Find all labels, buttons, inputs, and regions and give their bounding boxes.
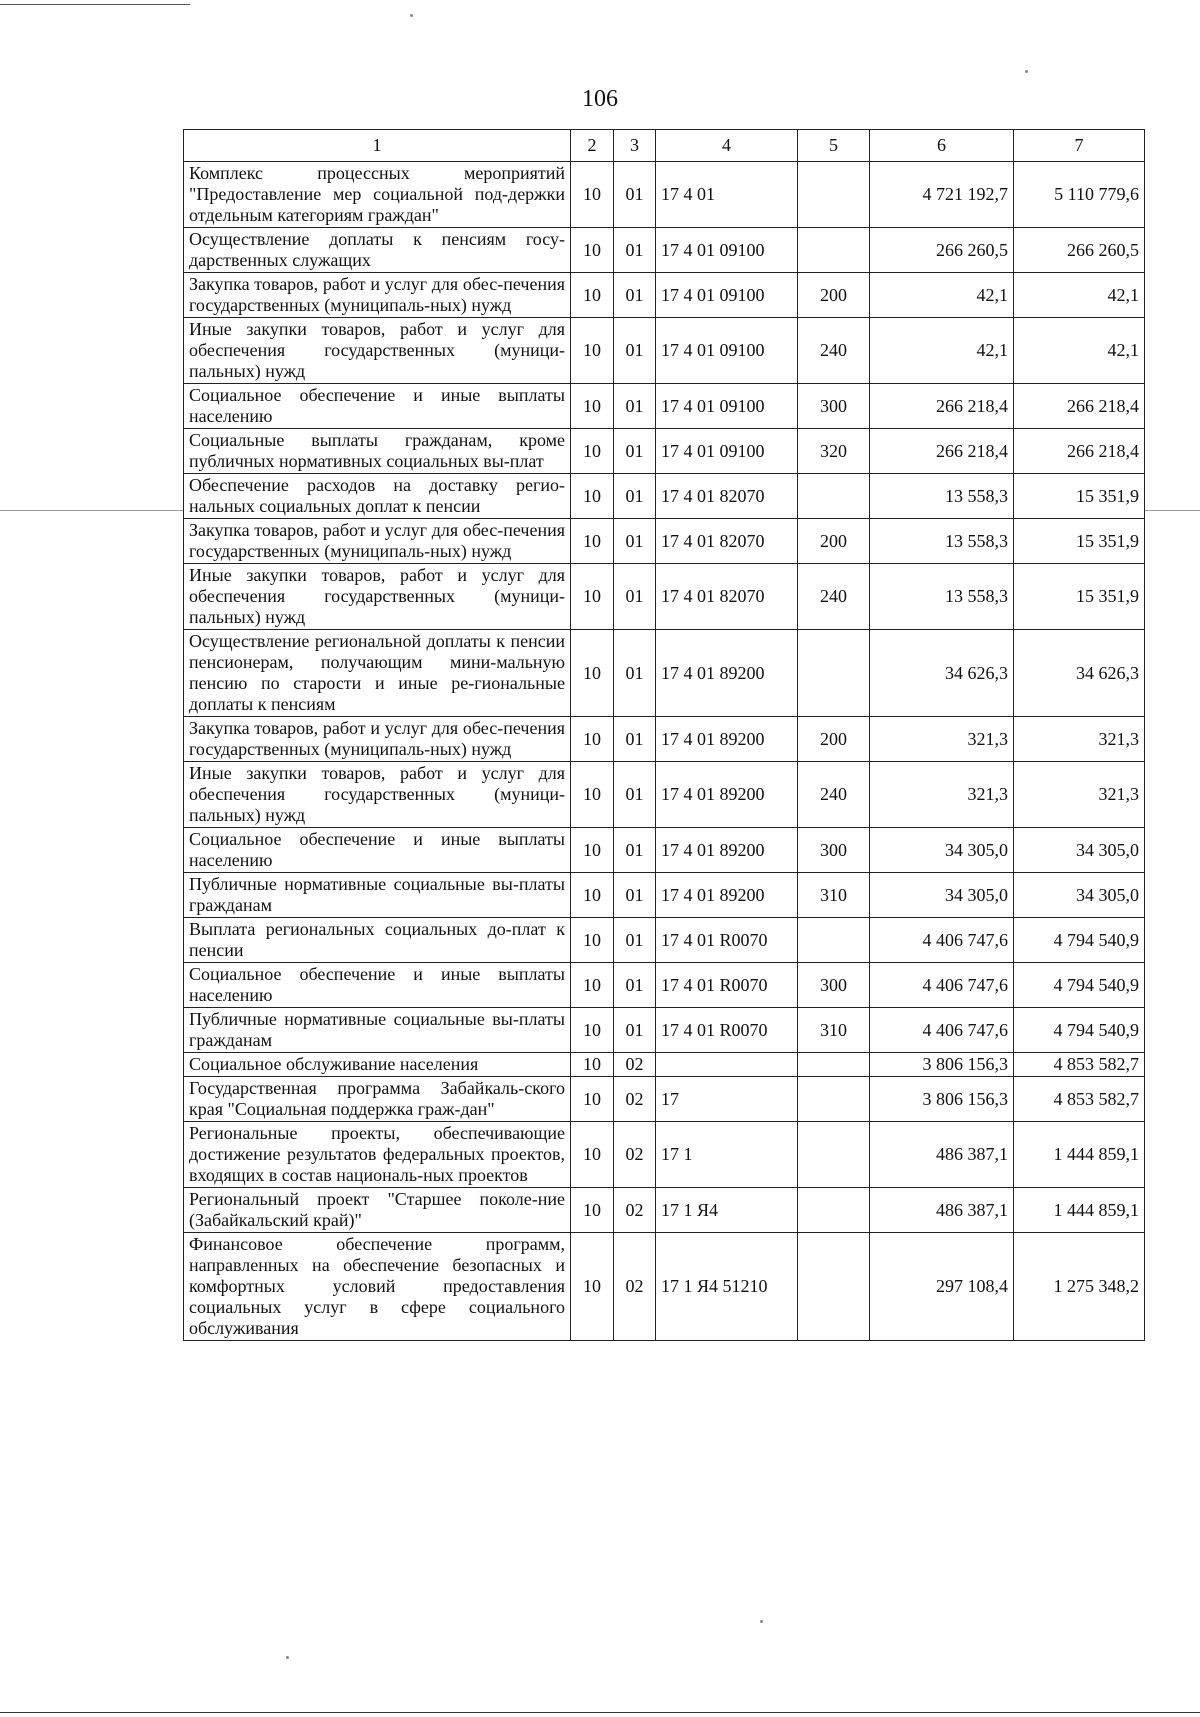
table-row	[184, 963, 1145, 1008]
row-name-cell: Публичные нормативные социальные вы-платы гражданам	[184, 1008, 571, 1053]
section-code-cell: 10	[571, 963, 614, 1008]
section-code-cell: 10	[571, 519, 614, 564]
amount-year-2-cell: 4 853 582,7	[1014, 1053, 1145, 1077]
target-article-cell: 17 4 01 09100	[656, 384, 798, 429]
subsection-code-cell: 01	[614, 630, 656, 717]
section-code-cell: 10	[571, 1077, 614, 1122]
table-row	[184, 564, 1145, 630]
amount-year-2-cell: 15 351,9	[1014, 474, 1145, 519]
row-name-cell: Социальные выплаты гражданам, кроме публичных нормативных социальных вы-плат	[184, 429, 571, 474]
table-row	[184, 474, 1145, 519]
target-article-cell: 17 4 01 09100	[656, 318, 798, 384]
target-article-cell: 17 4 01 89200	[656, 717, 798, 762]
table-row	[184, 828, 1145, 873]
scan-edge-line-bottom	[0, 1712, 1200, 1713]
target-article-cell: 17 4 01 09100	[656, 429, 798, 474]
expense-type-cell	[798, 1122, 870, 1188]
column-header: 5	[798, 130, 870, 162]
scan-speck	[286, 1656, 289, 1659]
scan-edge-line-top	[0, 4, 190, 5]
amount-year-1-cell: 34 305,0	[870, 873, 1014, 918]
table-row	[184, 519, 1145, 564]
subsection-code-cell: 02	[614, 1188, 656, 1233]
column-header: 1	[184, 130, 571, 162]
page-number: 106	[582, 86, 618, 112]
section-code-cell: 10	[571, 228, 614, 273]
amount-year-1-cell: 13 558,3	[870, 474, 1014, 519]
subsection-code-cell: 01	[614, 1008, 656, 1053]
table-row	[184, 162, 1145, 228]
table-row	[184, 1008, 1145, 1053]
section-code-cell: 10	[571, 384, 614, 429]
table-row	[184, 873, 1145, 918]
amount-year-2-cell: 4 794 540,9	[1014, 963, 1145, 1008]
target-article-cell: 17 1 Я4	[656, 1188, 798, 1233]
expense-type-cell: 320	[798, 429, 870, 474]
table-row	[184, 318, 1145, 384]
table-row	[184, 429, 1145, 474]
table-row	[184, 1122, 1145, 1188]
target-article-cell: 17 4 01 89200	[656, 630, 798, 717]
row-name-cell: Финансовое обеспечение программ, направленных на обеспечение безопасных и комфортных условий предоставления социальных услуг в сфере социального обслуживания	[184, 1233, 571, 1341]
subsection-code-cell: 01	[614, 273, 656, 318]
table-row	[184, 918, 1145, 963]
expense-type-cell	[798, 474, 870, 519]
amount-year-2-cell: 4 853 582,7	[1014, 1077, 1145, 1122]
target-article-cell: 17 4 01 89200	[656, 762, 798, 828]
row-name-cell: Обеспечение расходов на доставку регио-нальных социальных доплат к пенсии	[184, 474, 571, 519]
amount-year-1-cell: 13 558,3	[870, 564, 1014, 630]
expense-type-cell	[798, 630, 870, 717]
amount-year-2-cell: 42,1	[1014, 273, 1145, 318]
subsection-code-cell: 01	[614, 384, 656, 429]
table-row	[184, 273, 1145, 318]
expense-type-cell: 200	[798, 717, 870, 762]
row-name-cell: Социальное обеспечение и иные выплаты населению	[184, 384, 571, 429]
section-code-cell: 10	[571, 273, 614, 318]
row-name-cell: Иные закупки товаров, работ и услуг для обеспечения государственных (муници-пальных) нужд	[184, 564, 571, 630]
section-code-cell: 10	[571, 873, 614, 918]
expense-type-cell: 300	[798, 384, 870, 429]
amount-year-2-cell: 34 626,3	[1014, 630, 1145, 717]
amount-year-2-cell: 266 218,4	[1014, 429, 1145, 474]
subsection-code-cell: 01	[614, 162, 656, 228]
subsection-code-cell: 02	[614, 1122, 656, 1188]
table-row	[184, 762, 1145, 828]
expense-type-cell: 300	[798, 963, 870, 1008]
target-article-cell: 17 4 01 82070	[656, 519, 798, 564]
scan-artifact-line	[0, 510, 183, 511]
amount-year-1-cell: 4 406 747,6	[870, 918, 1014, 963]
subsection-code-cell: 01	[614, 429, 656, 474]
amount-year-1-cell: 4 721 192,7	[870, 162, 1014, 228]
target-article-cell: 17 4 01 89200	[656, 873, 798, 918]
section-code-cell: 10	[571, 1122, 614, 1188]
column-header: 4	[656, 130, 798, 162]
amount-year-2-cell: 321,3	[1014, 717, 1145, 762]
subsection-code-cell: 01	[614, 564, 656, 630]
target-article-cell: 17 4 01 82070	[656, 474, 798, 519]
amount-year-2-cell: 1 444 859,1	[1014, 1188, 1145, 1233]
scan-speck	[410, 14, 413, 17]
target-article-cell: 17 4 01 09100	[656, 228, 798, 273]
section-code-cell: 10	[571, 828, 614, 873]
table-row	[184, 1053, 1145, 1077]
section-code-cell: 10	[571, 429, 614, 474]
section-code-cell: 10	[571, 474, 614, 519]
amount-year-2-cell: 42,1	[1014, 318, 1145, 384]
row-name-cell: Социальное обслуживание населения	[184, 1053, 571, 1077]
scan-speck	[760, 1620, 763, 1623]
row-name-cell: Социальное обеспечение и иные выплаты населению	[184, 828, 571, 873]
amount-year-2-cell: 15 351,9	[1014, 564, 1145, 630]
amount-year-1-cell: 486 387,1	[870, 1188, 1014, 1233]
amount-year-1-cell: 321,3	[870, 717, 1014, 762]
target-article-cell: 17 4 01 R0070	[656, 918, 798, 963]
column-header: 7	[1014, 130, 1145, 162]
subsection-code-cell: 01	[614, 717, 656, 762]
amount-year-2-cell: 266 218,4	[1014, 384, 1145, 429]
target-article-cell: 17 4 01 89200	[656, 828, 798, 873]
subsection-code-cell: 02	[614, 1053, 656, 1077]
table-header-row	[184, 130, 1145, 162]
amount-year-2-cell: 1 275 348,2	[1014, 1233, 1145, 1341]
amount-year-1-cell: 266 218,4	[870, 429, 1014, 474]
scan-artifact-line	[1144, 510, 1200, 511]
section-code-cell: 10	[571, 717, 614, 762]
row-name-cell: Социальное обеспечение и иные выплаты населению	[184, 963, 571, 1008]
expense-type-cell: 300	[798, 828, 870, 873]
amount-year-1-cell: 42,1	[870, 273, 1014, 318]
target-article-cell: 17 1	[656, 1122, 798, 1188]
expense-type-cell: 310	[798, 1008, 870, 1053]
expense-type-cell: 200	[798, 519, 870, 564]
section-code-cell: 10	[571, 762, 614, 828]
expense-type-cell	[798, 1077, 870, 1122]
amount-year-1-cell: 297 108,4	[870, 1233, 1014, 1341]
expense-type-cell	[798, 1188, 870, 1233]
target-article-cell: 17 4 01 09100	[656, 273, 798, 318]
expense-type-cell	[798, 1053, 870, 1077]
target-article-cell: 17 4 01 R0070	[656, 963, 798, 1008]
table-row	[184, 384, 1145, 429]
target-article-cell: 17 4 01 R0070	[656, 1008, 798, 1053]
table-row	[184, 1077, 1145, 1122]
expense-type-cell: 240	[798, 564, 870, 630]
column-header: 2	[571, 130, 614, 162]
amount-year-2-cell: 34 305,0	[1014, 828, 1145, 873]
amount-year-1-cell: 321,3	[870, 762, 1014, 828]
subsection-code-cell: 01	[614, 828, 656, 873]
target-article-cell: 17 4 01 82070	[656, 564, 798, 630]
amount-year-1-cell: 34 626,3	[870, 630, 1014, 717]
section-code-cell: 10	[571, 1233, 614, 1341]
row-name-cell: Закупка товаров, работ и услуг для обес-печения государственных (муниципаль-ных) нужд	[184, 273, 571, 318]
table-row	[184, 717, 1145, 762]
amount-year-1-cell: 4 406 747,6	[870, 1008, 1014, 1053]
table-row	[184, 1188, 1145, 1233]
target-article-cell	[656, 1053, 798, 1077]
amount-year-1-cell: 266 218,4	[870, 384, 1014, 429]
expense-type-cell: 310	[798, 873, 870, 918]
subsection-code-cell: 01	[614, 918, 656, 963]
budget-table	[183, 129, 1145, 1341]
row-name-cell: Публичные нормативные социальные вы-платы гражданам	[184, 873, 571, 918]
amount-year-1-cell: 486 387,1	[870, 1122, 1014, 1188]
expense-type-cell	[798, 162, 870, 228]
section-code-cell: 10	[571, 1053, 614, 1077]
amount-year-2-cell: 15 351,9	[1014, 519, 1145, 564]
expense-type-cell: 240	[798, 762, 870, 828]
table-row	[184, 630, 1145, 717]
target-article-cell: 17 4 01	[656, 162, 798, 228]
amount-year-1-cell: 42,1	[870, 318, 1014, 384]
amount-year-1-cell: 266 260,5	[870, 228, 1014, 273]
table-body	[184, 162, 1145, 1341]
row-name-cell: Государственная программа Забайкаль-ского края "Социальная поддержка граж-дан"	[184, 1077, 571, 1122]
subsection-code-cell: 01	[614, 519, 656, 564]
amount-year-2-cell: 321,3	[1014, 762, 1145, 828]
column-header: 6	[870, 130, 1014, 162]
section-code-cell: 10	[571, 1008, 614, 1053]
row-name-cell: Иные закупки товаров, работ и услуг для обеспечения государственных (муници-пальных) нужд	[184, 762, 571, 828]
amount-year-2-cell: 5 110 779,6	[1014, 162, 1145, 228]
row-name-cell: Иные закупки товаров, работ и услуг для обеспечения государственных (муници-пальных) нужд	[184, 318, 571, 384]
amount-year-1-cell: 3 806 156,3	[870, 1077, 1014, 1122]
subsection-code-cell: 02	[614, 1077, 656, 1122]
amount-year-2-cell: 1 444 859,1	[1014, 1122, 1145, 1188]
amount-year-2-cell: 266 260,5	[1014, 228, 1145, 273]
expense-type-cell	[798, 228, 870, 273]
subsection-code-cell: 01	[614, 318, 656, 384]
expense-type-cell	[798, 1233, 870, 1341]
subsection-code-cell: 02	[614, 1233, 656, 1341]
section-code-cell: 10	[571, 630, 614, 717]
row-name-cell: Выплата региональных социальных до-плат к пенсии	[184, 918, 571, 963]
section-code-cell: 10	[571, 918, 614, 963]
subsection-code-cell: 01	[614, 228, 656, 273]
subsection-code-cell: 01	[614, 474, 656, 519]
amount-year-2-cell: 4 794 540,9	[1014, 1008, 1145, 1053]
amount-year-1-cell: 34 305,0	[870, 828, 1014, 873]
row-name-cell: Осуществление доплаты к пенсиям госу-дарственных служащих	[184, 228, 571, 273]
amount-year-1-cell: 4 406 747,6	[870, 963, 1014, 1008]
subsection-code-cell: 01	[614, 762, 656, 828]
section-code-cell: 10	[571, 162, 614, 228]
amount-year-1-cell: 13 558,3	[870, 519, 1014, 564]
section-code-cell: 10	[571, 1188, 614, 1233]
row-name-cell: Региональный проект "Старшее поколе-ние (Забайкальский край)"	[184, 1188, 571, 1233]
table-row	[184, 228, 1145, 273]
section-code-cell: 10	[571, 564, 614, 630]
row-name-cell: Региональные проекты, обеспечивающие достижение результатов федеральных проектов, входящих в состав националь-ных проектов	[184, 1122, 571, 1188]
row-name-cell: Осуществление региональной доплаты к пенсии пенсионерам, получающим мини-мальную пенсию по старости и иные ре-гиональные доплаты к пенсиям	[184, 630, 571, 717]
row-name-cell: Закупка товаров, работ и услуг для обес-печения государственных (муниципаль-ных) нужд	[184, 519, 571, 564]
section-code-cell: 10	[571, 318, 614, 384]
expense-type-cell	[798, 918, 870, 963]
amount-year-2-cell: 34 305,0	[1014, 873, 1145, 918]
subsection-code-cell: 01	[614, 873, 656, 918]
target-article-cell: 17	[656, 1077, 798, 1122]
amount-year-1-cell: 3 806 156,3	[870, 1053, 1014, 1077]
row-name-cell: Комплекс процессных мероприятий "Предоставление мер социальной под-держки отдельным категориям граждан"	[184, 162, 571, 228]
column-header: 3	[614, 130, 656, 162]
scan-speck	[1025, 70, 1028, 73]
subsection-code-cell: 01	[614, 963, 656, 1008]
amount-year-2-cell: 4 794 540,9	[1014, 918, 1145, 963]
row-name-cell: Закупка товаров, работ и услуг для обес-печения государственных (муниципаль-ных) нужд	[184, 717, 571, 762]
expense-type-cell: 240	[798, 318, 870, 384]
target-article-cell: 17 1 Я4 51210	[656, 1233, 798, 1341]
table-row	[184, 1233, 1145, 1341]
expense-type-cell: 200	[798, 273, 870, 318]
